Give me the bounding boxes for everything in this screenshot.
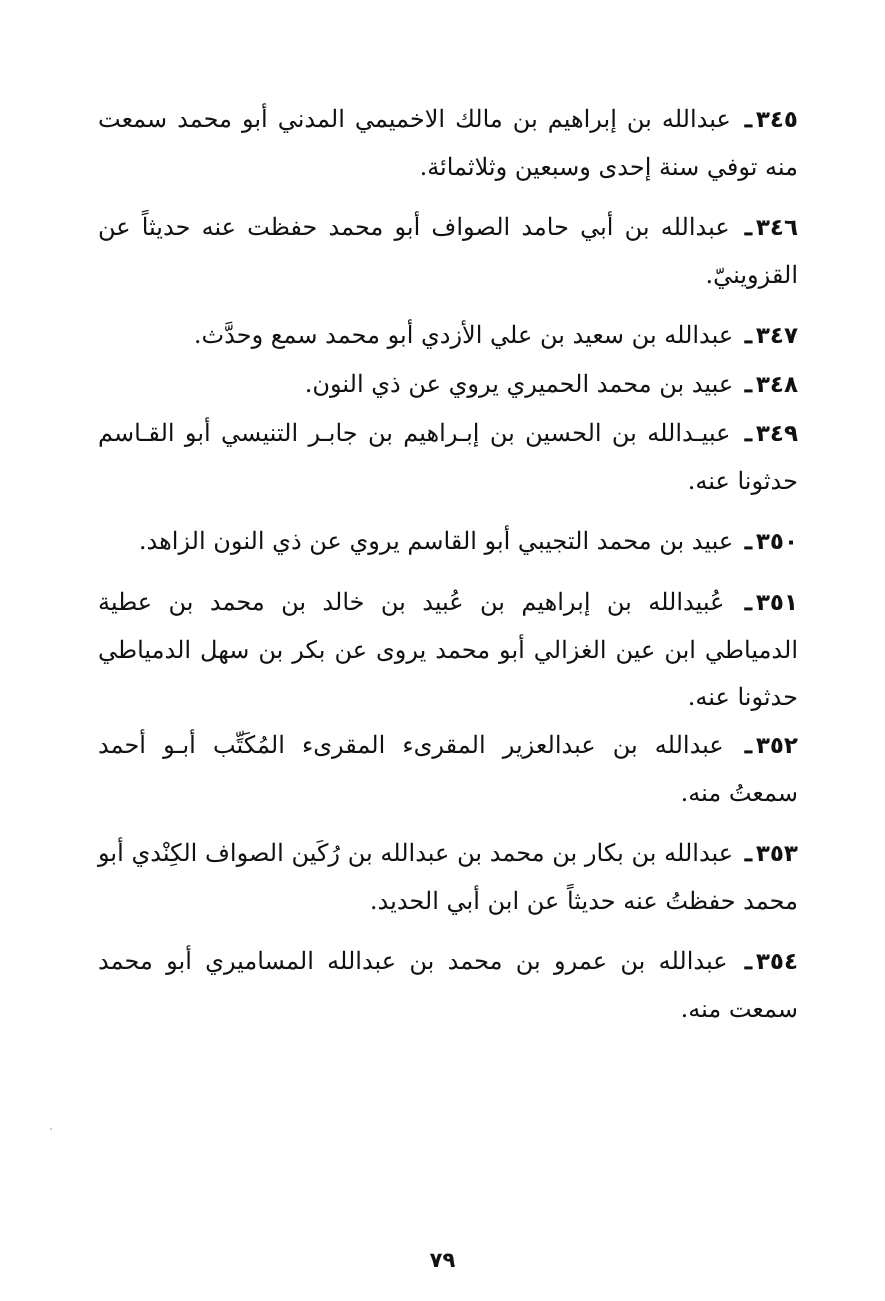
entry-text: عبدالله بن بكار بن محمد بن عبدالله بن رُكَين الصواف الكِنْدي أبو محمد حفظتُ عنه حديثاً عن ابن أبي الحديد. (98, 839, 798, 915)
entry-text: عبدالله بن عمرو بن محمد بن عبدالله المساميري أبو محمد سمعت منه. (98, 947, 798, 1023)
entry-dash: ـ (744, 526, 752, 555)
entry-354 (98, 937, 798, 1033)
entry-number: ٣٤٧ (755, 323, 798, 349)
entry-351 (98, 578, 798, 721)
entry-dash: ـ (744, 369, 752, 398)
entry-number: ٣٤٩ (755, 421, 798, 447)
entry-number: ٣٤٦ (755, 215, 798, 241)
entry-dash: ـ (744, 946, 752, 975)
entry-number: ٣٥٣ (755, 841, 798, 867)
entry-number: ٣٥٤ (755, 949, 798, 975)
entry-dash: ـ (744, 838, 752, 867)
entry-348 (98, 360, 798, 409)
entry-352 (98, 721, 798, 817)
entry-353 (98, 829, 798, 925)
entry-text: عبدالله بن سعيد بن علي الأزدي أبو محمد سمع وحدَّث. (193, 321, 734, 349)
entry-349 (98, 409, 798, 505)
entry-text: عبدالله بن عبدالعزير المقرىء المقرىء المُكَتِّب أبـو أحمد سمعتُ منه. (98, 731, 798, 807)
entry-number: ٣٤٥ (755, 107, 798, 133)
page-body (98, 95, 798, 1033)
page-number: ٧٩ (429, 1248, 456, 1272)
entry-number: ٣٥٢ (755, 733, 798, 759)
entry-text: عبيد بن محمد التجيبي أبو القاسم يروي عن ذي النون الزاهد. (138, 527, 734, 555)
entry-text: عبيـدالله بن الحسين بن إبـراهيم بن جابـر التنيسي أبو القـاسم حدثونا عنه. (98, 419, 798, 495)
entry-number: ٣٤٨ (755, 372, 798, 398)
entry-350 (98, 517, 798, 566)
entry-text: عبدالله بن إبراهيم بن مالك الاخميمي المدني أبو محمد سمعت منه توفي سنة إحدى وسبعين وثلاثمائة. (98, 105, 798, 181)
scan-speck (50, 1128, 52, 1130)
entry-number: ٣٥١ (755, 590, 798, 616)
entry-number: ٣٥٠ (755, 529, 798, 555)
entry-text: عبدالله بن أبي حامد الصواف أبو محمد حفظت عنه حديثاً عن القزوينيّ. (98, 213, 798, 289)
entry-dash: ـ (744, 730, 752, 759)
entry-dash: ـ (744, 587, 752, 616)
entry-dash: ـ (744, 418, 752, 447)
entry-text: عبيد بن محمد الحميري يروي عن ذي النون. (304, 370, 734, 398)
entry-dash: ـ (744, 212, 752, 241)
entry-346 (98, 203, 798, 299)
entry-347 (98, 311, 798, 360)
entry-text: عُبيدالله بن إبراهيم بن عُبيد بن خالد بن محمد بن عطية الدمياطي ابن عين الغزالي أبو محمد يروى عن بكر بن سهل الدمياطي حدثونا عنه. (98, 588, 798, 711)
entry-dash: ـ (744, 320, 752, 349)
entry-345 (98, 95, 798, 191)
entry-dash: ـ (744, 104, 752, 133)
